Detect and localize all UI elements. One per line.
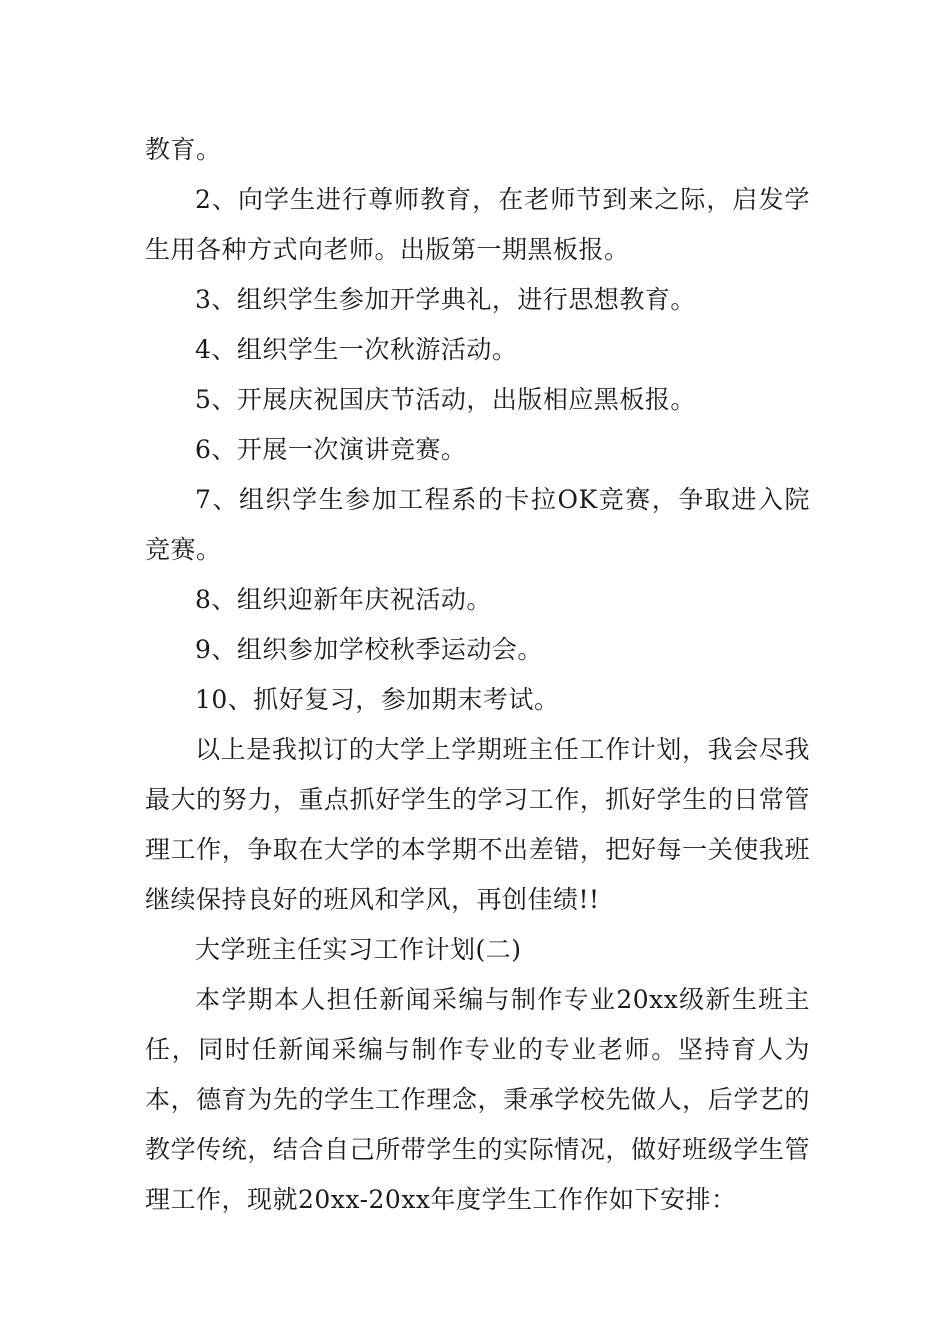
list-item-9: 9、组织参加学校秋季运动会。 bbox=[195, 635, 543, 664]
section-heading: 大学班主任实习工作计划(二) bbox=[195, 935, 522, 964]
list-item-2: 2、向学生进行尊师教育，在老师节到来之际，启发学生用各种方式向老师。出版第一期黑板报。 bbox=[145, 185, 810, 264]
document-body bbox=[145, 125, 810, 1225]
list-item-4: 4、组织学生一次秋游活动。 bbox=[195, 335, 518, 364]
paragraph-continuation: 教育。 bbox=[145, 135, 222, 164]
list-item-6: 6、开展一次演讲竞赛。 bbox=[195, 435, 467, 464]
list-item-7: 7、组织学生参加工程系的卡拉OK竞赛，争取进入院竞赛。 bbox=[145, 485, 810, 564]
intro-paragraph: 本学期本人担任新闻采编与制作专业20xx级新生班主任，同时任新闻采编与制作专业的专业老师。坚持育人为本，德育为先的学生工作理念，秉承学校先做人，后学艺的教学传统，结合自己所带学生的实际情况，做好班级学生管理工作，现就20xx-20xx年度学生工作作如下安排： bbox=[145, 985, 810, 1214]
list-item-5: 5、开展庆祝国庆节活动，出版相应黑板报。 bbox=[195, 385, 696, 414]
summary-paragraph: 以上是我拟订的大学上学期班主任工作计划，我会尽我最大的努力，重点抓好学生的学习工作，抓好学生的日常管理工作，争取在大学的本学期不出差错，把好每一关使我班继续保持良好的班风和学风，再创佳绩!! bbox=[145, 735, 810, 914]
list-item-10: 10、抓好复习，参加期末考试。 bbox=[195, 685, 560, 714]
list-item-8: 8、组织迎新年庆祝活动。 bbox=[195, 585, 492, 614]
list-item-3: 3、组织学生参加开学典礼，进行思想教育。 bbox=[195, 285, 696, 314]
